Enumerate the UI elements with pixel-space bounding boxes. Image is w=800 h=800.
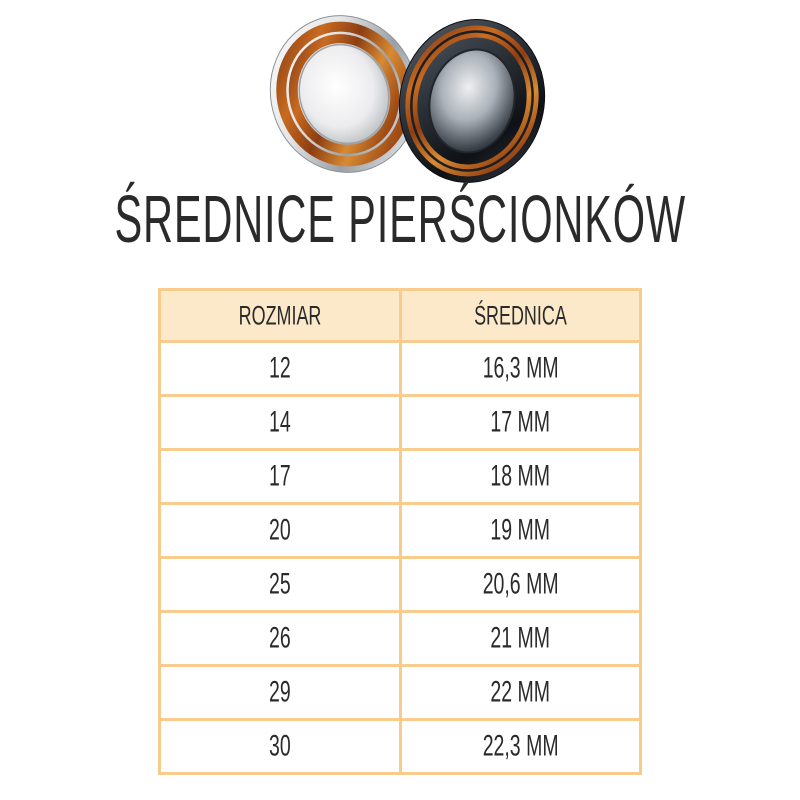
black-ring-icon bbox=[382, 4, 561, 198]
ring-size-table bbox=[158, 288, 642, 775]
size-cell: 20 bbox=[160, 504, 401, 558]
diameter-cell: 22,3 MM bbox=[400, 720, 641, 774]
size-cell: 17 bbox=[160, 450, 401, 504]
table-row bbox=[160, 342, 641, 396]
column-header-srednica: ŚREDNICA bbox=[400, 290, 641, 342]
diameter-cell: 21 MM bbox=[400, 612, 641, 666]
page-title bbox=[0, 182, 800, 258]
column-header-rozmiar: ROZMIAR bbox=[160, 290, 401, 342]
table-row bbox=[160, 558, 641, 612]
table-row bbox=[160, 396, 641, 450]
size-cell: 30 bbox=[160, 720, 401, 774]
table-row bbox=[160, 666, 641, 720]
diameter-cell: 16,3 MM bbox=[400, 342, 641, 396]
table-row bbox=[160, 612, 641, 666]
diameter-cell: 20,6 MM bbox=[400, 558, 641, 612]
diameter-cell: 18 MM bbox=[400, 450, 641, 504]
rings-image bbox=[266, 0, 562, 198]
size-cell: 26 bbox=[160, 612, 401, 666]
two-wood-inlay-rings-icon bbox=[266, 0, 562, 198]
size-cell: 29 bbox=[160, 666, 401, 720]
diameter-cell: 17 MM bbox=[400, 396, 641, 450]
table-row bbox=[160, 504, 641, 558]
diameter-cell: 19 MM bbox=[400, 504, 641, 558]
size-cell: 14 bbox=[160, 396, 401, 450]
size-cell: 12 bbox=[160, 342, 401, 396]
table-row bbox=[160, 450, 641, 504]
size-cell: 25 bbox=[160, 558, 401, 612]
diameter-cell: 22 MM bbox=[400, 666, 641, 720]
table-row bbox=[160, 720, 641, 774]
table-header-row bbox=[160, 290, 641, 342]
page-title-text: ŚREDNICE PIERŚCIONKÓW bbox=[114, 182, 686, 258]
